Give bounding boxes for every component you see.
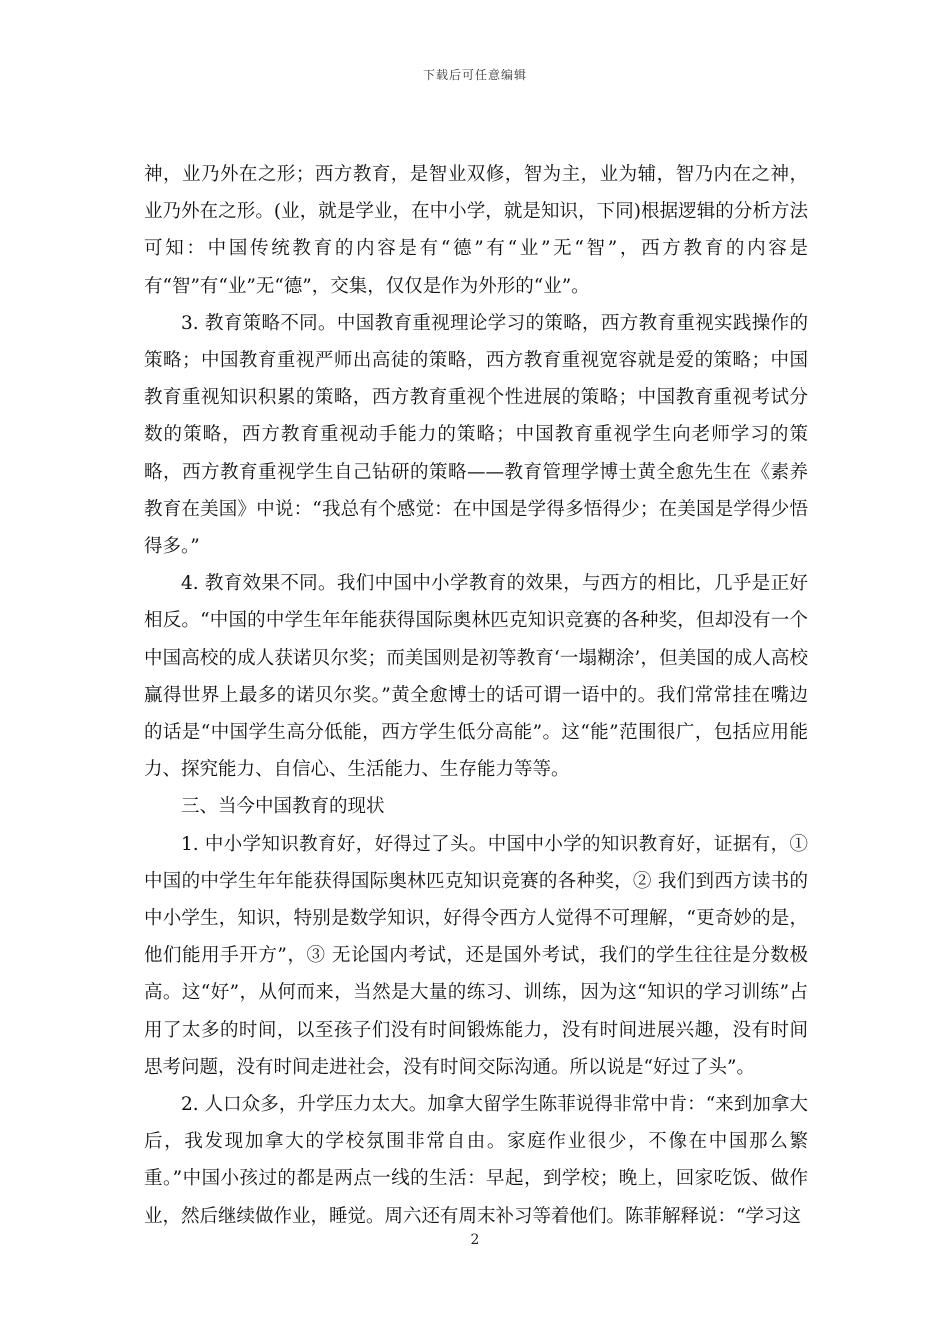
paragraph: 1. 中小学知识教育好，好得过了头。中国中小学的知识教育好，证据有，①中国的中学生年年能获得国际奥林匹克知识竞赛的各种奖，② 我们到西方读书的中小学生，知识，特别是数学知识，好得令西方人觉得不可理解，“更奇妙的是，他们能用手开方”，③ 无论国内考试，还是国外考试，我们的学生往往是分数极高。这“好”，从何而来，当然是大量的练习、训练，因为这“知识的学习训练”占用了太多的时间，以至孩子们没有时间锻炼能力，没有时间进展兴趣，没有时间思考问题，没有时间走进社会，没有时间交际沟通。所以说是“好过了头”。 [144,833,808,1078]
paragraph: 2. 人口众多，升学压力太大。加拿大留学生陈菲说得非常中肯：“来到加拿大后，我发现加拿大的学校氛围非常自由。家庭作业很少，不像在中国那么繁重。”中国小孩过的都是两点一线的生活：早起，到学校；晚上，回家吃饭、做作业，然后继续做作业，睡觉。周六还有周末补习等着他们。陈菲解释说：“学习这 [144,1094,808,1227]
page-header: 下载后可任意编辑 [422,68,527,82]
paragraph: 神，业乃外在之形；西方教育，是智业双修，智为主，业为辅，智乃内在之神，业乃外在之形。(业，就是学业，在中小学，就是知识，下同)根据逻辑的分析方法可知：中国传统教育的内容是有“德”有“业”无“智”，西方教育的内容是有“智”有“业”无“德”，交集，仅仅是作为外形的“业”。 [144,164,808,297]
paragraph: 4. 教育效果不同。我们中国中小学教育的效果，与西方的相比，几乎是正好相反。“中国的中学生年年能获得国际奥林匹克知识竞赛的各种奖，但却没有一个中国高校的成人获诺贝尔奖；而美国则是初等教育‘一塌糊涂’，但美国的成人高校赢得世界上最多的诺贝尔奖。”黄全愈博士的话可谓一语中的。我们常常挂在嘴边的话是“中国学生高分低能，西方学生低分高能”。这“能”范围很广，包括应用能力、探究能力、自信心、生活能力、生存能力等等。 [144,573,808,781]
section-heading: 三、当今中国教育的现状 [181,796,385,818]
paragraph: 3. 教育策略不同。中国教育重视理论学习的策略，西方教育重视实践操作的策略；中国教育重视严师出高徒的策略，西方教育重视宽容就是爱的策略；中国教育重视知识积累的策略，西方教育重视个性进展的策略；中国教育重视考试分数的策略，西方教育重视动手能力的策略；中国教育重视学生向老师学习的策略，西方教育重视学生自己钻研的策略——教育管理学博士黄全愈先生在《素养教育在美国》中说：“我总有个感觉：在中国是学得多悟得少；在美国是学得少悟得多。” [144,312,808,558]
body-text [144,156,808,1235]
page-number: 2 [470,1232,480,1248]
